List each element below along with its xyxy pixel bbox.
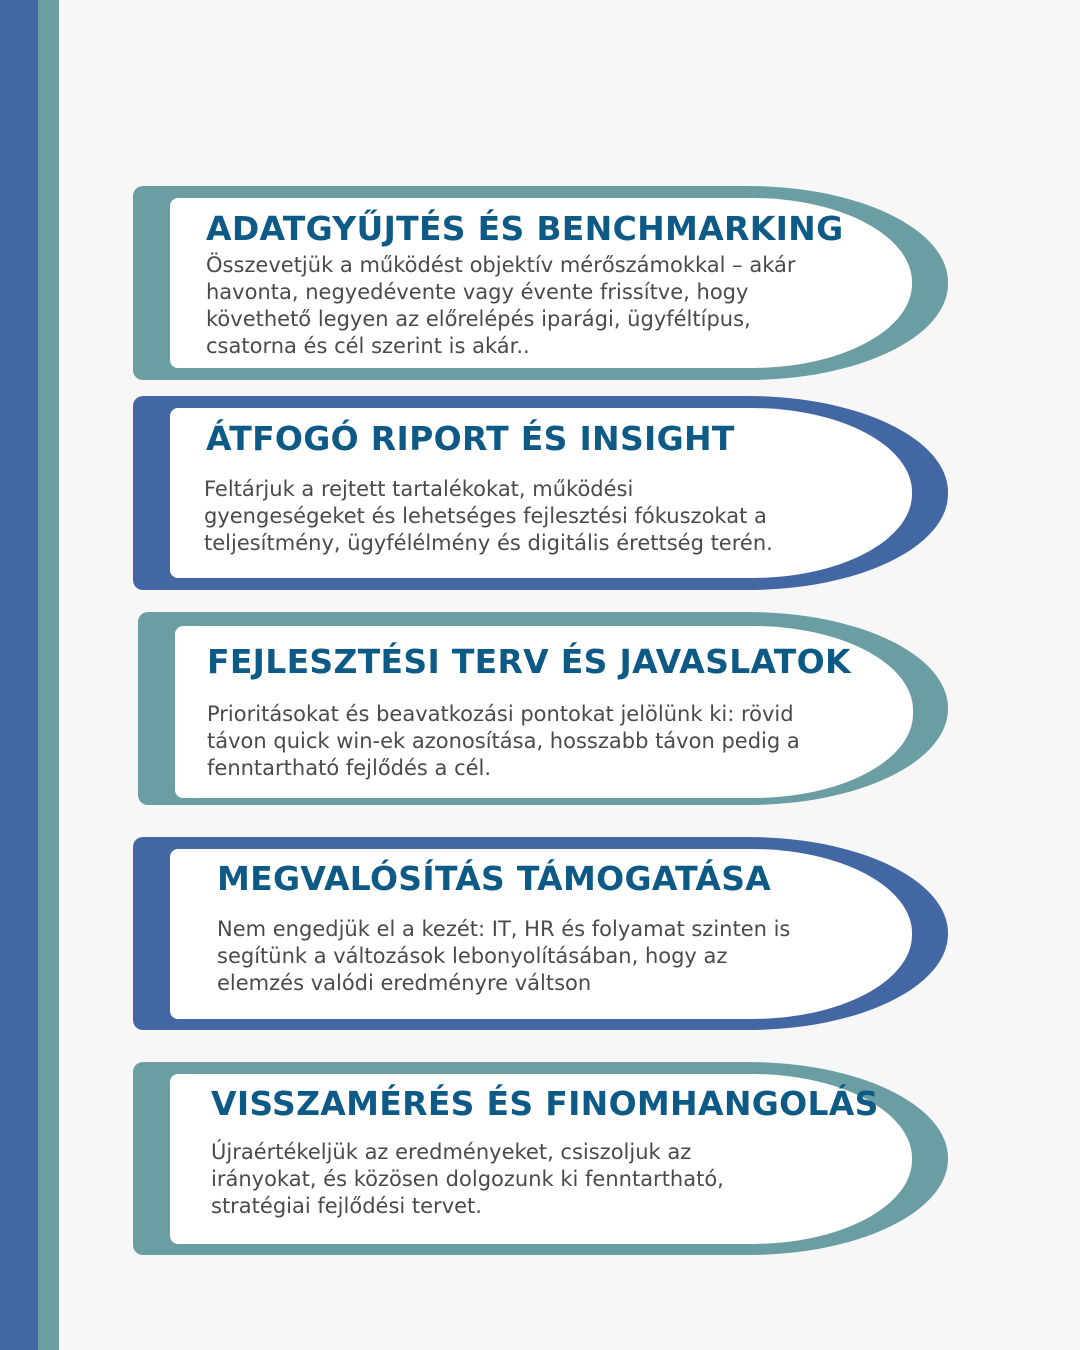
card-title: MEGVALÓSÍTÁS TÁMOGATÁSA: [217, 859, 772, 898]
card-title: VISSZAMÉRÉS ÉS FINOMHANGOLÁS: [211, 1084, 879, 1123]
card-description: Prioritásokat és beavatkozási pontokat jelölünk ki: rövid távon quick win-ek azonosítása, hosszabb távon pedig a fenntartható fejlődés a cél.: [207, 702, 800, 780]
card-riport: [133, 396, 948, 590]
left-stripe-blue: [0, 0, 38, 1350]
card-title: ÁTFOGÓ RIPORT ÉS INSIGHT: [206, 419, 735, 458]
card-title: FEJLESZTÉSI TERV ÉS JAVASLATOK: [207, 642, 851, 681]
card-title: ADATGYŰJTÉS ÉS BENCHMARKING: [206, 209, 844, 248]
card-visszameres: [133, 1062, 948, 1255]
card-adatgyujtes: [133, 186, 948, 380]
card-description: Összevetjük a működést objektív mérőszámokkal – akár havonta, negyedévente vagy évente frissítve, hogy követhető legyen az előrelépés iparági, ügyféltípus, csatorna és cél szerint is akár..: [206, 253, 796, 358]
card-fejlesztesi-terv: [138, 612, 948, 805]
left-stripe-teal: [38, 0, 59, 1350]
card-megvalositas: [133, 837, 948, 1030]
card-description: Nem engedjük el a kezét: IT, HR és folyamat szinten is segítünk a változások lebonyolításában, hogy az elemzés valódi eredményre váltson: [217, 917, 791, 995]
card-description: Feltárjuk a rejtett tartalékokat, működési gyengeségeket és lehetséges fejlesztési fókuszokat a teljesítmény, ügyfélélmény és digitális érettség terén.: [204, 477, 773, 555]
card-description: Újraértékeljük az eredményeket, csiszoljuk az irányokat, és közösen dolgozunk ki fenntartható, stratégiai fejlődési tervet.: [211, 1140, 724, 1218]
